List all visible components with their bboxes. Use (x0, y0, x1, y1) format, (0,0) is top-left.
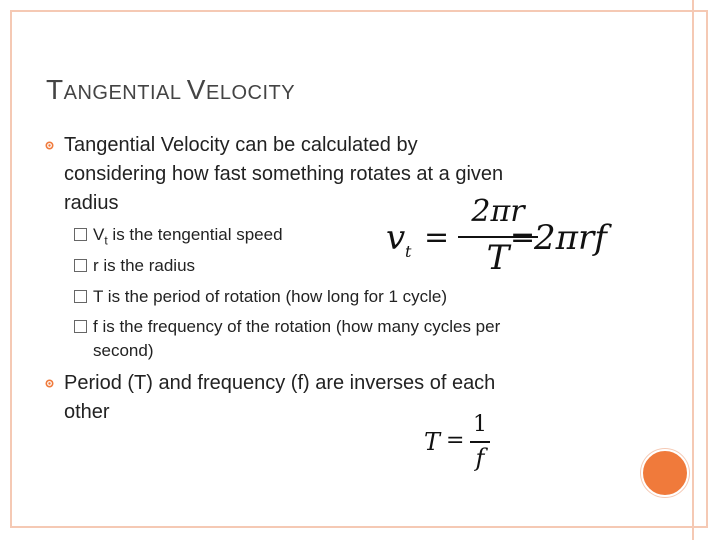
formula1-den: T (486, 238, 510, 278)
bullet-1-line-3: radius (64, 192, 119, 214)
formula2-den: f (475, 444, 485, 472)
formula-tangential-velocity (386, 194, 606, 284)
formula1-eq2: = (510, 220, 536, 255)
bullet-2-line-2: other (64, 401, 110, 423)
title-rest-1: ANGENTIAL (63, 82, 187, 104)
sun-bullet-icon (44, 378, 55, 389)
bullet-2-line-1: Period (T) and frequency (f) are inverses of each (64, 372, 496, 394)
bullet-1-line-1: Tangential Velocity can be calculated by (64, 134, 418, 156)
slide-title (46, 74, 295, 106)
formula1-eq: = (424, 220, 450, 255)
box-bullet-icon (74, 320, 87, 333)
formula1-rhs: 2πrf (534, 218, 607, 258)
formula1-lhs-sub: t (405, 242, 412, 261)
box-bullet-icon (74, 259, 87, 272)
slide-side-line (692, 0, 694, 540)
vt-prefix: V (93, 225, 105, 244)
formula1-num: 2πr (471, 194, 525, 229)
vt-sub: t (104, 233, 108, 248)
sub-item-vt (74, 222, 283, 253)
r-text: r is the radius (93, 256, 196, 275)
fraction-bar (470, 441, 490, 443)
sub-item-T (74, 284, 447, 310)
formula2-eq: = (446, 428, 465, 453)
box-bullet-icon (74, 290, 87, 303)
bullet-1-line-2: considering how fast something rotates at a given (64, 163, 504, 185)
sub-item-f-cont: second) (93, 341, 154, 360)
f-text-line-1: f is the frequency of the rotation (how many cycles per (93, 317, 501, 336)
formula-period-frequency (424, 412, 504, 482)
formula2-num: 1 (473, 412, 487, 437)
sub-item-f (74, 314, 500, 340)
box-bullet-icon (74, 228, 87, 241)
T-text: T is the period of rotation (how long for 1 cycle) (93, 287, 448, 306)
vt-rest: is the tengential speed (107, 225, 283, 244)
title-rest-2: ELOCITY (205, 82, 296, 104)
formula2-lhs: T (424, 428, 441, 456)
accent-circle (641, 449, 689, 497)
formula1-lhs: v (386, 218, 406, 258)
sun-bullet-icon (44, 140, 55, 151)
title-cap-2: V (186, 74, 206, 105)
sub-item-r (74, 253, 195, 279)
title-cap-1: T (46, 74, 64, 105)
